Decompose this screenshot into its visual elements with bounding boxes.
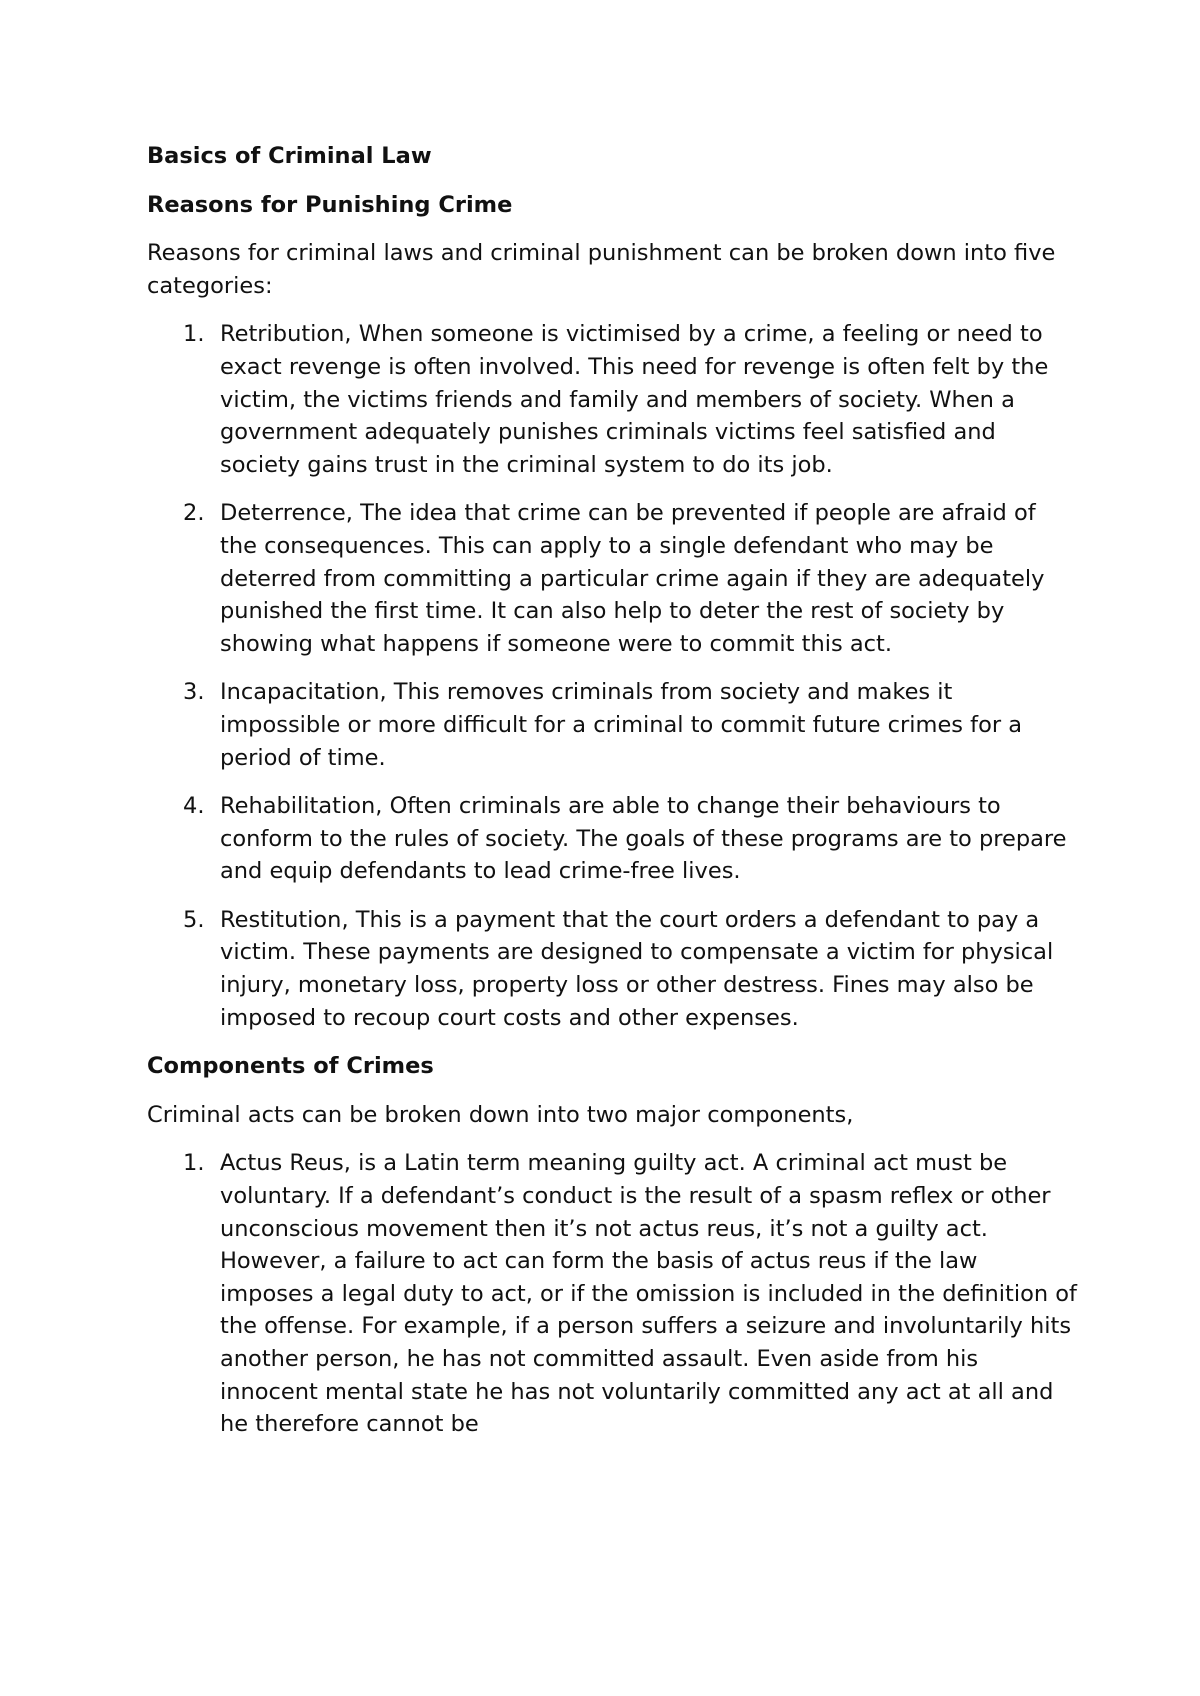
components-list [147, 1147, 1077, 1440]
list-item [147, 318, 1077, 481]
list-item [147, 1147, 1077, 1440]
list-number: 4. [183, 793, 205, 820]
document-page [147, 140, 1077, 1457]
list-item-text: Actus Reus, is a Latin term meaning guilty act. A criminal act must be voluntary. If a defendant’s conduct is the result of a spasm reflex or other unconscious movement then it’s not actus reus, it’s not a guilty act. However, a failure to act can form the basis of actus reus if the law imposes a legal duty to act, or if the omission is included in the definition of the offense. For example, if a person suffers a seizure and involuntarily hits another person, he has not committed assault. Even aside from his innocent mental state he has not voluntarily committed any act at all and he therefore cannot be [220, 1150, 1077, 1438]
list-item-text: Deterrence, The idea that crime can be prevented if people are afraid of the consequences. This can apply to a single defendant who may be deterred from committing a particular crime again if they are adequately punished the first time. It can also help to deter the rest of society by showing what happens if someone were to commit this act. [220, 500, 1045, 657]
list-item [147, 904, 1077, 1034]
reasons-list [147, 318, 1077, 1034]
list-item [147, 676, 1077, 774]
list-number: 1. [183, 321, 205, 348]
list-item-text: Retribution, When someone is victimised by a crime, a feeling or need to exact revenge is often involved. This need for revenge is often felt by the victim, the victims friends and family and members of society. When a government adequately punishes criminals victims feel satisfied and society gains trust in the criminal system to do its job. [220, 321, 1049, 478]
section-intro-components: Criminal acts can be broken down into two major components, [147, 1101, 854, 1128]
list-number: 5. [183, 906, 205, 933]
list-item [147, 790, 1077, 888]
document-title: Basics of Criminal Law [147, 143, 432, 169]
list-number: 1. [183, 1150, 205, 1177]
list-item-text: Incapacitation, This removes criminals from society and makes it impossible or more difficult for a criminal to commit future crimes for a period of time. [220, 679, 1023, 771]
list-number: 2. [183, 500, 205, 527]
list-item-text: Restitution, This is a payment that the court orders a defendant to pay a victim. These payments are designed to compensate a victim for physical injury, monetary loss, property loss or other destress. Fines may also be imposed to recoup court costs and other expenses. [220, 906, 1054, 1031]
list-item [147, 497, 1077, 660]
list-item-text: Rehabilitation, Often criminals are able to change their behaviours to conform to the rules of society. The goals of these programs are to prepare and equip defendants to lead crime-free lives. [220, 793, 1067, 885]
section-heading-reasons: Reasons for Punishing Crime [147, 191, 513, 218]
section-heading-components: Components of Crimes [147, 1053, 434, 1080]
list-number: 3. [183, 679, 205, 706]
section-intro-reasons: Reasons for criminal laws and criminal punishment can be broken down into five categories: [147, 240, 1056, 299]
